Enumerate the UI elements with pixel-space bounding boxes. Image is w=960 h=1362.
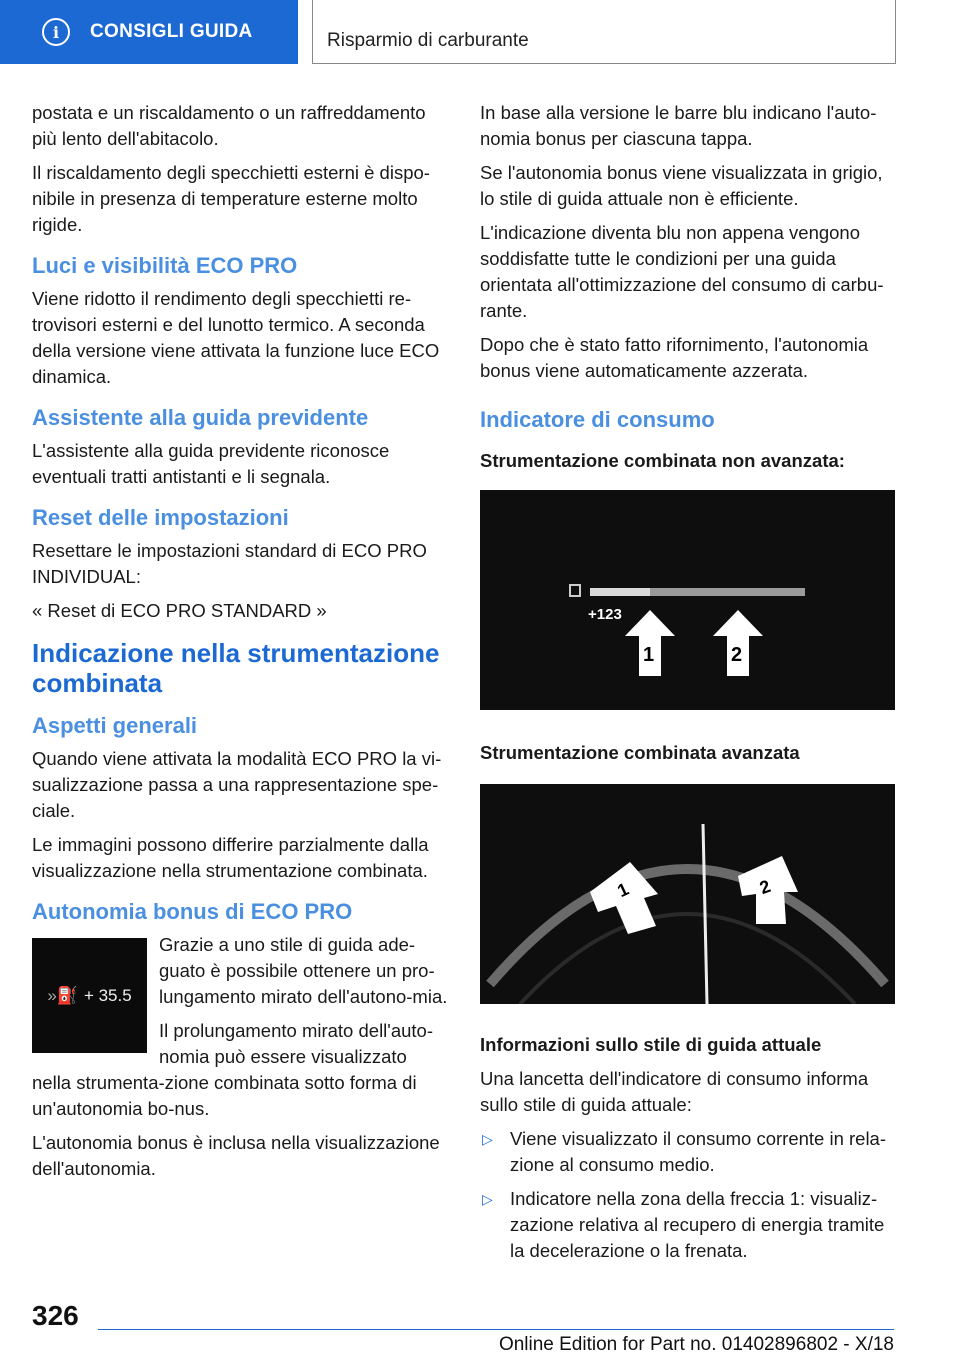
right-column <box>480 100 895 1272</box>
paragraph: Una lancetta dell'indicatore di consumo informa sullo stile di guida attuale: <box>480 1068 869 1115</box>
arrow-2-label: 2 <box>756 875 774 899</box>
paragraph: Grazie a uno stile di guida ade-guato è possibile ottenere un pro-lungamento mirato dell'autono-mia. <box>159 934 448 1007</box>
section-title: Risparmio di carburante <box>327 30 529 51</box>
gauge-arc <box>490 869 885 984</box>
heading-reset: Reset delle impostazioni <box>32 505 289 530</box>
heading-luci: Luci e visibilità ECO PRO <box>32 253 298 278</box>
list-item: ▷ Viene visualizzato il consumo corrente in rela-zione al consumo medio. <box>480 1126 895 1178</box>
arrow-1-label: 1 <box>614 878 632 902</box>
arrow-1-label: 1 <box>643 644 655 666</box>
paragraph: Dopo che è stato fatto rifornimento, l'autonomia bonus viene automaticamente azzerata. <box>480 334 869 381</box>
subheading-non-avanzata: Strumentazione combinata non avanzata: <box>480 450 845 471</box>
heading-indicatore: Indicatore di consumo <box>480 407 715 432</box>
paragraph: L'assistente alla guida previdente riconosce eventuali tratti antistanti e li segnala. <box>32 440 390 487</box>
subheading-avanzata: Strumentazione combinata avanzata <box>480 742 800 763</box>
paragraph: Viene ridotto il rendimento degli specchietti re-trovisori esterni e del lunotto termico. A seconda della versione viene attivata la funzione luce ECO dinamica. <box>32 288 440 387</box>
paragraph: Le immagini possono differire parzialmente dalla visualizzazione nella strumentazione combinata. <box>32 834 429 881</box>
heading-aspetti: Aspetti generali <box>32 713 198 738</box>
paragraph: Se l'autonomia bonus viene visualizzata in grigio, lo stile di guida attuale non è efficiente. <box>480 162 883 209</box>
paragraph: Resettare le impostazioni standard di ECO PRO INDIVIDUAL: <box>32 540 427 587</box>
paragraph: In base alla versione le barre blu indicano l'auto-nomia bonus per ciascuna tappa. <box>480 102 877 149</box>
info-icon: i <box>42 18 70 46</box>
footer-divider <box>98 1329 894 1330</box>
chapter-label: CONSIGLI GUIDA <box>90 21 253 42</box>
page-number: 326 <box>32 1300 79 1331</box>
bonus-range-image <box>32 938 147 1053</box>
arrow-2-label: 2 <box>731 644 743 666</box>
fig-value: +123 <box>588 606 622 623</box>
bonus-value: + 35.5 <box>83 985 132 1005</box>
chapter-tab <box>0 0 298 64</box>
paragraph: postata e un riscaldamento o un raffreddamento più lento dell'abitacolo. <box>32 102 426 149</box>
battery-icon <box>570 585 580 596</box>
heading-autonomia: Autonomia bonus di ECO PRO <box>32 899 353 924</box>
needle <box>703 824 707 1004</box>
fuel-pump-icon: »⛽ <box>47 985 78 1005</box>
paragraph: Il riscaldamento degli specchietti esterni è dispo-nibile in presenza di temperature esterne molto rigide. <box>32 162 430 235</box>
dashboard-figure-advanced <box>480 784 895 1004</box>
paragraph: Quando viene attivata la modalità ECO PRO la vi-sualizzazione passa a una rappresentazione spe-ciale. <box>32 748 442 821</box>
triangle-bullet-icon: ▷ <box>482 1131 493 1147</box>
heading-assistente: Assistente alla guida previdente <box>32 405 369 430</box>
menu-path: « Reset di ECO PRO STANDARD » <box>32 600 327 621</box>
paragraph: L'autonomia bonus è inclusa nella visualizzazione dell'autonomia. <box>32 1132 440 1179</box>
list-item: ▷ Indicatore nella zona della freccia 1: visualiz-zazione relativa al recupero di energia tramite la decelerazione o la frenata. <box>480 1186 895 1264</box>
paragraph: Il prolungamento mirato dell'auto-nomia può essere visualizzato nella strumenta-zione combinata sotto forma di un'autonomia bo-nus. <box>32 1020 433 1119</box>
dashboard-figure-basic <box>480 490 895 710</box>
edition-note: Online Edition for Part no. 01402896802 - X/18 <box>498 1334 894 1355</box>
autonomia-block <box>32 932 448 1130</box>
heading-indicazione: Indicazione nella strumentazione combinata <box>32 638 440 698</box>
section-header <box>312 0 896 64</box>
paragraph: L'indicazione diventa blu non appena vengono soddisfatte tutte le condizioni per una guida orientata all'ottimizzazione del consumo di carbu-rante. <box>480 222 884 321</box>
triangle-bullet-icon: ▷ <box>482 1191 493 1207</box>
left-column <box>32 100 448 1190</box>
subheading-stile: Informazioni sullo stile di guida attuale <box>480 1034 822 1055</box>
